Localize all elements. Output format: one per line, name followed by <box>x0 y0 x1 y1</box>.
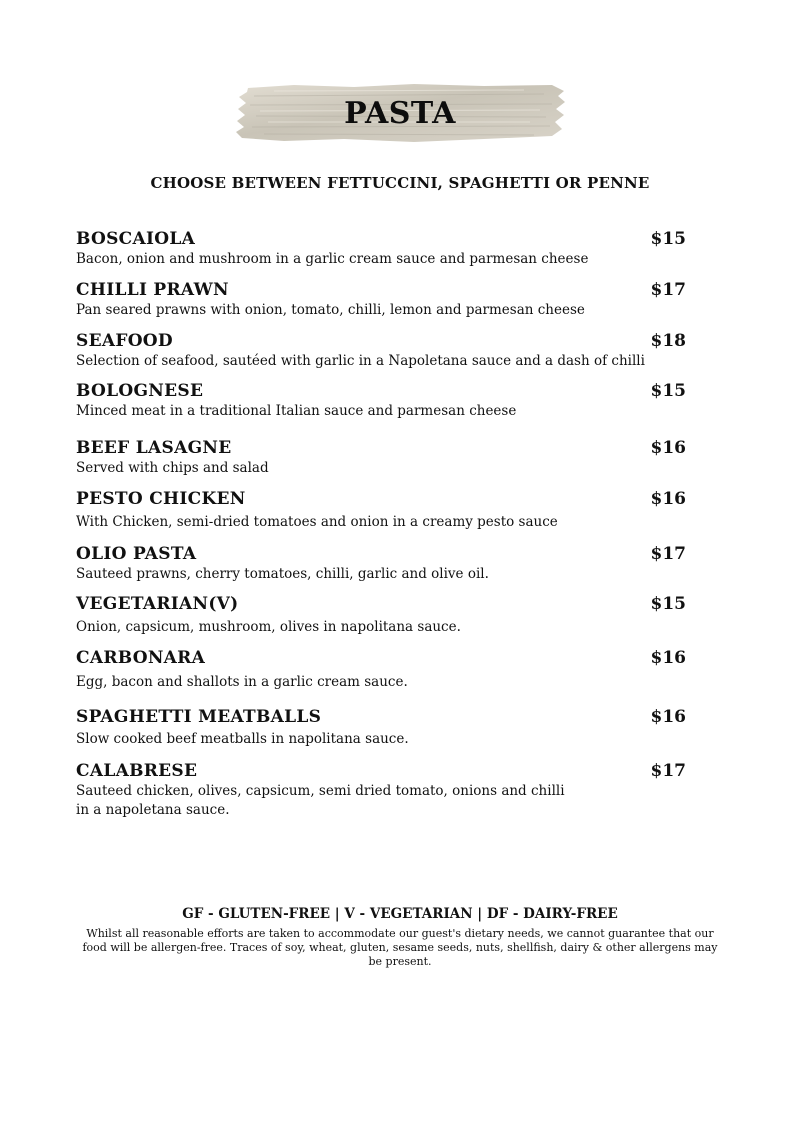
menu-item <box>76 381 688 421</box>
menu-item-price: $15 <box>650 381 686 401</box>
menu-item-description: Served with chips and salad <box>76 460 269 476</box>
menu-item <box>76 438 688 478</box>
menu-item <box>76 761 688 820</box>
menu-item-price: $15 <box>650 594 686 614</box>
menu-item-name: CARBONARA <box>76 648 206 668</box>
menu-item <box>76 229 688 269</box>
menu-item <box>76 280 688 320</box>
menu-item-name: SPAGHETTI MEATBALLS <box>76 707 322 727</box>
menu-item-description: Slow cooked beef meatballs in napolitana sauce. <box>76 731 409 747</box>
menu-item-name: VEGETARIAN(V) <box>76 594 239 614</box>
menu-item-name: CHILLI PRAWN <box>76 280 229 300</box>
menu-item <box>76 331 688 371</box>
pasta-choice-subtitle: CHOOSE BETWEEN FETTUCCINI, SPAGHETTI OR PENNE <box>150 174 650 192</box>
menu-item <box>76 544 688 584</box>
menu-item-description: Sauteed prawns, cherry tomatoes, chilli, garlic and olive oil. <box>76 566 489 582</box>
menu-item-name: BOLOGNESE <box>76 381 204 401</box>
menu-item-description: Egg, bacon and shallots in a garlic cream sauce. <box>76 674 408 690</box>
title-banner <box>234 82 566 144</box>
menu-item-price: $15 <box>650 229 686 249</box>
menu-item-description: Pan seared prawns with onion, tomato, chilli, lemon and parmesan cheese <box>76 302 585 318</box>
menu-item-description: Bacon, onion and mushroom in a garlic cream sauce and parmesan cheese <box>76 251 589 267</box>
menu-item-name: BEEF LASAGNE <box>76 438 232 458</box>
menu-item-name: CALABRESE <box>76 761 198 781</box>
dietary-legend: GF - GLUTEN-FREE | V - VEGETARIAN | DF - DAIRY-FREE <box>182 906 618 922</box>
menu-item <box>76 648 688 692</box>
menu-item-description: Onion, capsicum, mushroom, olives in napolitana sauce. <box>76 619 461 635</box>
menu-item-price: $16 <box>650 489 686 509</box>
menu-item-name: PESTO CHICKEN <box>76 489 246 509</box>
menu-item-price: $16 <box>650 438 686 458</box>
page-title: PASTA <box>344 95 456 131</box>
menu-item <box>76 594 688 637</box>
menu-item <box>76 489 688 532</box>
menu-item-name: OLIO PASTA <box>76 544 197 564</box>
menu-item-price: $16 <box>650 648 686 668</box>
menu-item-price: $17 <box>650 280 686 300</box>
menu-item <box>76 707 688 749</box>
menu-item-price: $18 <box>650 331 686 351</box>
menu-item-price: $17 <box>650 761 686 781</box>
menu-item-description: Sauteed chicken, olives, capsicum, semi dried tomato, onions and chilli in a napoletana sauce. <box>76 783 565 818</box>
menu-item-price: $16 <box>650 707 686 727</box>
menu-item-price: $17 <box>650 544 686 564</box>
menu-item-name: SEAFOOD <box>76 331 173 351</box>
menu-item-description: With Chicken, semi-dried tomatoes and onion in a creamy pesto sauce <box>76 514 558 530</box>
menu-item-description: Selection of seafood, sautéed with garlic in a Napoletana sauce and a dash of chilli <box>76 353 645 369</box>
menu-item-description: Minced meat in a traditional Italian sauce and parmesan cheese <box>76 403 517 419</box>
menu-item-name: BOSCAIOLA <box>76 229 196 249</box>
allergen-disclaimer: Whilst all reasonable efforts are taken to accommodate our guest's dietary needs, we cannot guarantee that our food will be allergen-free. Traces of soy, wheat, gluten, sesame seeds, nuts, shellfish, dairy & other allergens may be present. <box>82 927 718 968</box>
